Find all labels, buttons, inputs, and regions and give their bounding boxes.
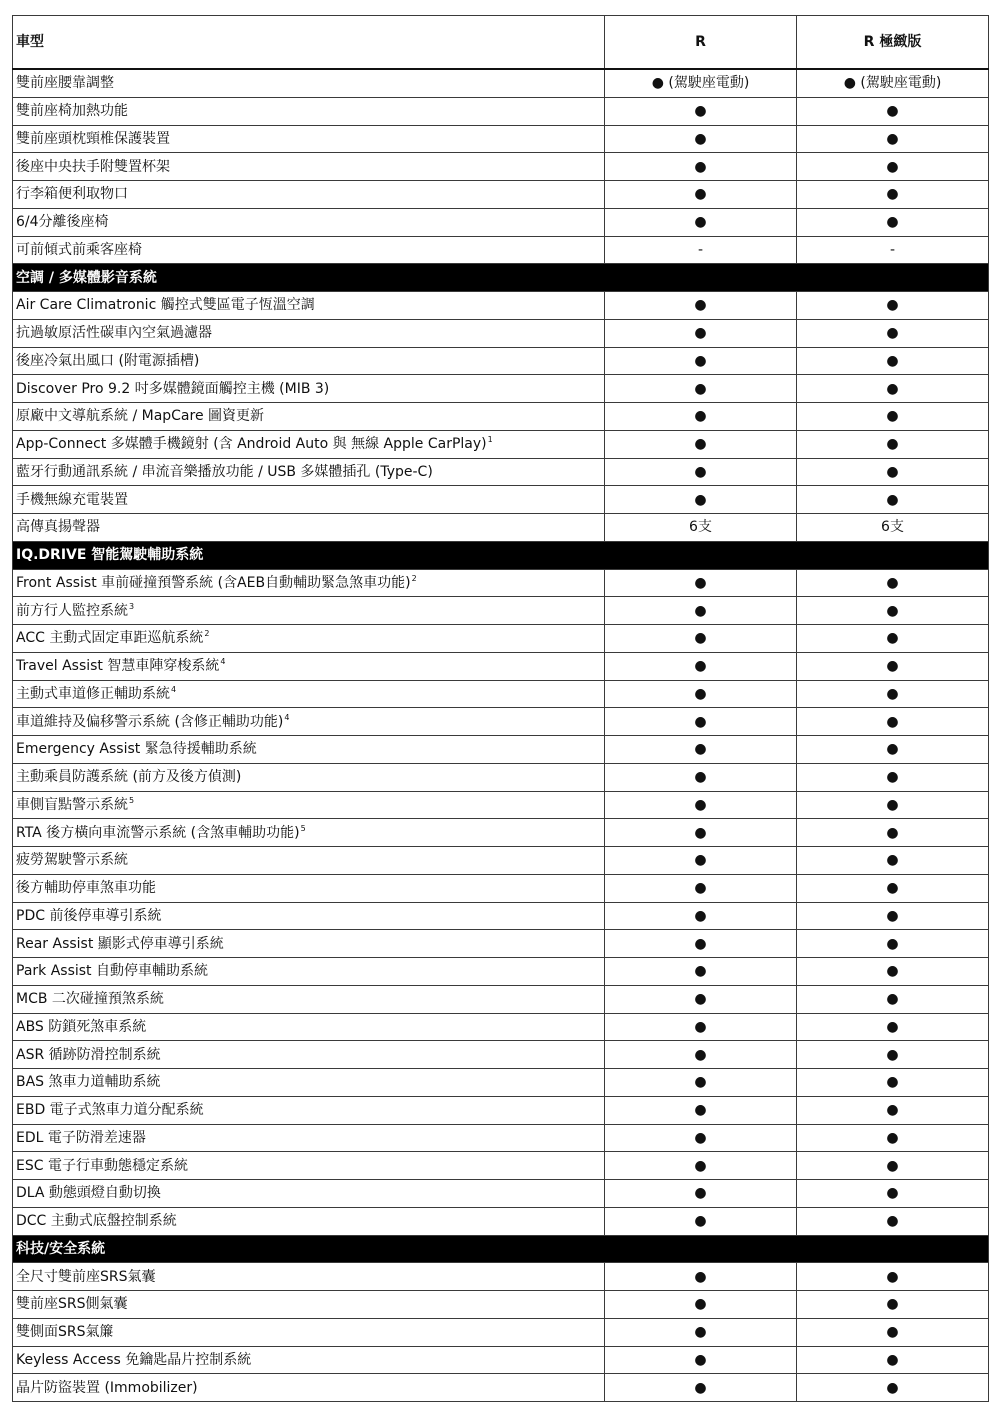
footnote-marker: 5 — [129, 795, 135, 805]
feature-label: 雙前座SRS側氣囊 — [16, 1296, 128, 1313]
feature-label: 雙前座腰靠調整 — [16, 75, 114, 92]
value-r: ● — [605, 1207, 797, 1235]
feature-label-cell — [13, 1318, 605, 1346]
feature-label: MCB 二次碰撞預煞系統 — [16, 991, 164, 1008]
feature-label-cell — [13, 597, 605, 625]
feature-label-cell — [13, 1180, 605, 1208]
value-r-ultimate: ● — [797, 430, 989, 458]
value-r-ultimate: ● — [797, 1152, 989, 1180]
feature-label: 後方輔助停車煞車功能 — [16, 880, 156, 897]
value-r: 6支 — [605, 514, 797, 542]
feature-label-cell — [13, 569, 605, 597]
feature-label: 行李箱便利取物口 — [16, 186, 128, 203]
value-r: ● — [605, 1346, 797, 1374]
feature-label: BAS 煞車力道輔助系統 — [16, 1074, 161, 1091]
value-r-ultimate: ● — [797, 985, 989, 1013]
feature-label-cell — [13, 1152, 605, 1180]
value-r-ultimate: ● — [797, 708, 989, 736]
feature-label: 高傳真揚聲器 — [16, 519, 100, 536]
header-col-r-ultimate: R 極緻版 — [797, 16, 989, 70]
value-r: ● — [605, 486, 797, 514]
value-r: ● — [605, 1096, 797, 1124]
feature-label: ABS 防鎖死煞車系統 — [16, 1018, 147, 1035]
feature-label-cell — [13, 1263, 605, 1291]
value-r-ultimate: ● — [797, 625, 989, 653]
value-r: ● — [605, 736, 797, 764]
table-row — [13, 1263, 989, 1291]
value-r-ultimate: ● — [797, 1124, 989, 1152]
value-r-ultimate: - — [797, 236, 989, 264]
feature-label: RTA 後方橫向車流警示系統 (含煞車輔助功能) — [16, 824, 300, 841]
table-row — [13, 1041, 989, 1069]
value-r-ultimate: ● — [797, 819, 989, 847]
value-r-ultimate: ● — [797, 292, 989, 320]
value-r: ● — [605, 874, 797, 902]
table-row — [13, 763, 989, 791]
value-r-ultimate: ● — [797, 791, 989, 819]
feature-label-cell — [13, 1124, 605, 1152]
feature-label-cell — [13, 458, 605, 486]
value-r: ● — [605, 1152, 797, 1180]
section-title: IQ.DRIVE 智能駕駛輔助系統 — [13, 541, 989, 569]
feature-label-cell — [13, 874, 605, 902]
table-row — [13, 430, 989, 458]
section-header-row — [13, 1235, 989, 1263]
table-row — [13, 1124, 989, 1152]
footnote-marker: 1 — [487, 435, 493, 445]
feature-label: PDC 前後停車導引系統 — [16, 907, 162, 924]
feature-label-cell — [13, 319, 605, 347]
value-r-ultimate: ● — [797, 153, 989, 181]
feature-label: 主動乘員防護系統 (前方及後方偵測) — [16, 769, 242, 786]
value-r-ultimate: ● — [797, 847, 989, 875]
table-row — [13, 1096, 989, 1124]
footnote-marker: 5 — [300, 823, 306, 833]
table-row — [13, 1013, 989, 1041]
value-r-ultimate: ● — [797, 1207, 989, 1235]
section-title: 空調 / 多媒體影音系統 — [13, 264, 989, 292]
value-r: ● — [605, 569, 797, 597]
section-header-row — [13, 541, 989, 569]
footnote-marker: 2 — [411, 573, 417, 583]
feature-label-cell — [13, 1096, 605, 1124]
value-r-ultimate: ● — [797, 763, 989, 791]
feature-label-cell — [13, 69, 605, 97]
value-r: ● — [605, 1263, 797, 1291]
feature-label: EDL 電子防滑差速器 — [16, 1129, 146, 1146]
feature-label: Discover Pro 9.2 吋多媒體鏡面觸控主機 (MIB 3) — [16, 380, 330, 397]
feature-label: Travel Assist 智慧車陣穿梭系統 — [16, 658, 220, 675]
feature-label-cell — [13, 153, 605, 181]
feature-label: 疲勞駕駛警示系統 — [16, 852, 128, 869]
table-row — [13, 208, 989, 236]
feature-label-cell — [13, 1374, 605, 1402]
feature-label-cell — [13, 208, 605, 236]
table-row — [13, 597, 989, 625]
table-row — [13, 625, 989, 653]
feature-label-cell — [13, 847, 605, 875]
feature-label-cell — [13, 791, 605, 819]
table-row — [13, 69, 989, 97]
table-row — [13, 1346, 989, 1374]
value-r: ● — [605, 292, 797, 320]
feature-label-cell — [13, 1013, 605, 1041]
value-r: ● — [605, 708, 797, 736]
feature-label: DLA 動態頭燈自動切換 — [16, 1185, 161, 1202]
value-r-ultimate: ● — [797, 930, 989, 958]
feature-label: EBD 電子式煞車力道分配系統 — [16, 1102, 204, 1119]
feature-label-cell — [13, 1041, 605, 1069]
feature-label: 原廠中文導航系統 / MapCare 圖資更新 — [16, 408, 265, 425]
feature-label: 車側盲點警示系統 — [16, 796, 128, 813]
feature-label: 全尺寸雙前座SRS氣囊 — [16, 1268, 156, 1285]
table-row — [13, 375, 989, 403]
feature-label: 雙側面SRS氣簾 — [16, 1324, 114, 1341]
value-r-ultimate: ● (駕駛座電動) — [797, 69, 989, 97]
table-row — [13, 458, 989, 486]
value-r-ultimate: ● — [797, 375, 989, 403]
value-r: ● — [605, 1041, 797, 1069]
value-r: ● — [605, 1013, 797, 1041]
value-r-ultimate: ● — [797, 486, 989, 514]
value-r-ultimate: ● — [797, 403, 989, 431]
feature-label: ASR 循跡防滑控制系統 — [16, 1046, 161, 1063]
value-r-ultimate: ● — [797, 1374, 989, 1402]
table-row — [13, 1207, 989, 1235]
footnote-marker: 4 — [171, 684, 177, 694]
feature-label-cell — [13, 625, 605, 653]
feature-label-cell — [13, 1346, 605, 1374]
value-r-ultimate: ● — [797, 319, 989, 347]
value-r: ● — [605, 1069, 797, 1097]
table-row — [13, 1374, 989, 1402]
value-r-ultimate: ● — [797, 902, 989, 930]
value-r-ultimate: ● — [797, 1346, 989, 1374]
feature-label: 可前傾式前乘客座椅 — [16, 241, 142, 258]
value-r: ● — [605, 403, 797, 431]
table-row — [13, 1152, 989, 1180]
table-row — [13, 236, 989, 264]
feature-label-cell — [13, 958, 605, 986]
value-r: - — [605, 236, 797, 264]
feature-label-cell — [13, 985, 605, 1013]
value-r: ● — [605, 181, 797, 209]
value-r-ultimate: ● — [797, 1180, 989, 1208]
value-r-ultimate: ● — [797, 347, 989, 375]
table-row — [13, 985, 989, 1013]
table-row — [13, 1318, 989, 1346]
table-row — [13, 347, 989, 375]
feature-label-cell — [13, 375, 605, 403]
feature-label-cell — [13, 292, 605, 320]
value-r-ultimate: ● — [797, 181, 989, 209]
feature-label-cell — [13, 902, 605, 930]
feature-label: 前方行人監控系統 — [16, 602, 128, 619]
value-r-ultimate: ● — [797, 458, 989, 486]
table-row — [13, 403, 989, 431]
feature-label: Park Assist 自動停車輔助系統 — [16, 963, 208, 980]
feature-label-cell — [13, 736, 605, 764]
value-r-ultimate: ● — [797, 208, 989, 236]
value-r: ● — [605, 597, 797, 625]
feature-label-cell — [13, 930, 605, 958]
feature-label: DCC 主動式底盤控制系統 — [16, 1213, 177, 1230]
feature-label: App-Connect 多媒體手機鏡射 (含 Android Auto 與 無線 Apple CarPlay) — [16, 436, 487, 453]
feature-label: 藍牙行動通訊系統 / 串流音樂播放功能 / USB 多媒體插孔 (Type-C) — [16, 463, 433, 480]
value-r-ultimate: ● — [797, 680, 989, 708]
footnote-marker: 4 — [284, 712, 290, 722]
table-row — [13, 97, 989, 125]
table-row — [13, 736, 989, 764]
table-row — [13, 708, 989, 736]
value-r: ● — [605, 958, 797, 986]
feature-label-cell — [13, 486, 605, 514]
value-r: ● — [605, 97, 797, 125]
value-r: ● — [605, 625, 797, 653]
table-row — [13, 486, 989, 514]
value-r: ● — [605, 791, 797, 819]
value-r: ● — [605, 680, 797, 708]
feature-label-cell — [13, 708, 605, 736]
feature-label-cell — [13, 763, 605, 791]
value-r: ● — [605, 125, 797, 153]
feature-label: Front Assist 車前碰撞預警系統 (含AEB自動輔助緊急煞車功能) — [16, 574, 411, 591]
table-row — [13, 680, 989, 708]
feature-label-cell — [13, 819, 605, 847]
table-row — [13, 153, 989, 181]
feature-label: 手機無線充電裝置 — [16, 491, 128, 508]
footnote-marker: 3 — [129, 601, 135, 611]
feature-label: 後座中央扶手附雙置杯架 — [16, 158, 170, 175]
value-r: ● (駕駛座電動) — [605, 69, 797, 97]
value-r: ● — [605, 902, 797, 930]
feature-label-cell — [13, 347, 605, 375]
value-r: ● — [605, 208, 797, 236]
section-header-row — [13, 264, 989, 292]
table-row — [13, 958, 989, 986]
value-r: ● — [605, 930, 797, 958]
value-r-ultimate: 6支 — [797, 514, 989, 542]
feature-label: 雙前座頭枕頸椎保護裝置 — [16, 130, 170, 147]
table-row — [13, 125, 989, 153]
feature-label: 晶片防盜裝置 (Immobilizer) — [16, 1379, 198, 1396]
value-r: ● — [605, 1318, 797, 1346]
value-r-ultimate: ● — [797, 874, 989, 902]
feature-label: 主動式車道修正輔助系統 — [16, 685, 170, 702]
value-r: ● — [605, 347, 797, 375]
value-r: ● — [605, 847, 797, 875]
footnote-marker: 4 — [220, 657, 226, 667]
table-row — [13, 514, 989, 542]
feature-label-cell — [13, 236, 605, 264]
table-row — [13, 569, 989, 597]
value-r: ● — [605, 458, 797, 486]
value-r-ultimate: ● — [797, 1263, 989, 1291]
feature-label-cell — [13, 181, 605, 209]
value-r-ultimate: ● — [797, 1041, 989, 1069]
feature-label-cell — [13, 514, 605, 542]
value-r: ● — [605, 153, 797, 181]
feature-label: ACC 主動式固定車距巡航系統 — [16, 630, 204, 647]
spec-table — [12, 15, 989, 1402]
value-r: ● — [605, 1180, 797, 1208]
section-title: 科技/安全系統 — [13, 1235, 989, 1263]
feature-label-cell — [13, 403, 605, 431]
value-r-ultimate: ● — [797, 97, 989, 125]
table-row — [13, 902, 989, 930]
value-r: ● — [605, 1124, 797, 1152]
feature-label: Emergency Assist 緊急待援輔助系統 — [16, 741, 257, 758]
value-r-ultimate: ● — [797, 597, 989, 625]
value-r-ultimate: ● — [797, 652, 989, 680]
value-r: ● — [605, 375, 797, 403]
feature-label-cell — [13, 430, 605, 458]
table-row — [13, 652, 989, 680]
value-r-ultimate: ● — [797, 1318, 989, 1346]
table-row — [13, 1291, 989, 1319]
feature-label: Air Care Climatronic 觸控式雙區電子恆溫空調 — [16, 297, 315, 314]
feature-label-cell — [13, 652, 605, 680]
header-col-r: R — [605, 16, 797, 70]
value-r-ultimate: ● — [797, 1013, 989, 1041]
value-r-ultimate: ● — [797, 1096, 989, 1124]
feature-label-cell — [13, 1069, 605, 1097]
value-r: ● — [605, 652, 797, 680]
feature-label: 6/4分離後座椅 — [16, 214, 109, 231]
value-r: ● — [605, 319, 797, 347]
value-r-ultimate: ● — [797, 736, 989, 764]
table-header-row — [13, 16, 989, 70]
feature-label: 抗過敏原活性碳車內空氣過濾器 — [16, 325, 212, 342]
value-r: ● — [605, 1291, 797, 1319]
table-row — [13, 791, 989, 819]
feature-label-cell — [13, 125, 605, 153]
header-model-label: 車型 — [13, 16, 605, 70]
value-r-ultimate: ● — [797, 958, 989, 986]
feature-label: ESC 電子行車動態穩定系統 — [16, 1157, 188, 1174]
table-row — [13, 1180, 989, 1208]
table-row — [13, 319, 989, 347]
table-row — [13, 181, 989, 209]
table-row — [13, 1069, 989, 1097]
value-r-ultimate: ● — [797, 1291, 989, 1319]
spec-table-body — [13, 16, 989, 1402]
value-r: ● — [605, 985, 797, 1013]
table-row — [13, 819, 989, 847]
feature-label: Keyless Access 免鑰匙晶片控制系統 — [16, 1351, 252, 1368]
feature-label: 車道維持及偏移警示系統 (含修正輔助功能) — [16, 713, 284, 730]
value-r: ● — [605, 1374, 797, 1402]
value-r-ultimate: ● — [797, 569, 989, 597]
feature-label-cell — [13, 1291, 605, 1319]
feature-label: Rear Assist 顯影式停車導引系統 — [16, 935, 224, 952]
feature-label: 後座冷氣出風口 (附電源插槽) — [16, 352, 200, 369]
table-row — [13, 874, 989, 902]
feature-label-cell — [13, 97, 605, 125]
feature-label-cell — [13, 680, 605, 708]
feature-label: 雙前座椅加熱功能 — [16, 103, 128, 120]
value-r: ● — [605, 430, 797, 458]
value-r: ● — [605, 763, 797, 791]
table-row — [13, 847, 989, 875]
table-row — [13, 930, 989, 958]
value-r: ● — [605, 819, 797, 847]
footnote-marker: 2 — [204, 629, 210, 639]
table-row — [13, 292, 989, 320]
value-r-ultimate: ● — [797, 125, 989, 153]
feature-label-cell — [13, 1207, 605, 1235]
value-r-ultimate: ● — [797, 1069, 989, 1097]
